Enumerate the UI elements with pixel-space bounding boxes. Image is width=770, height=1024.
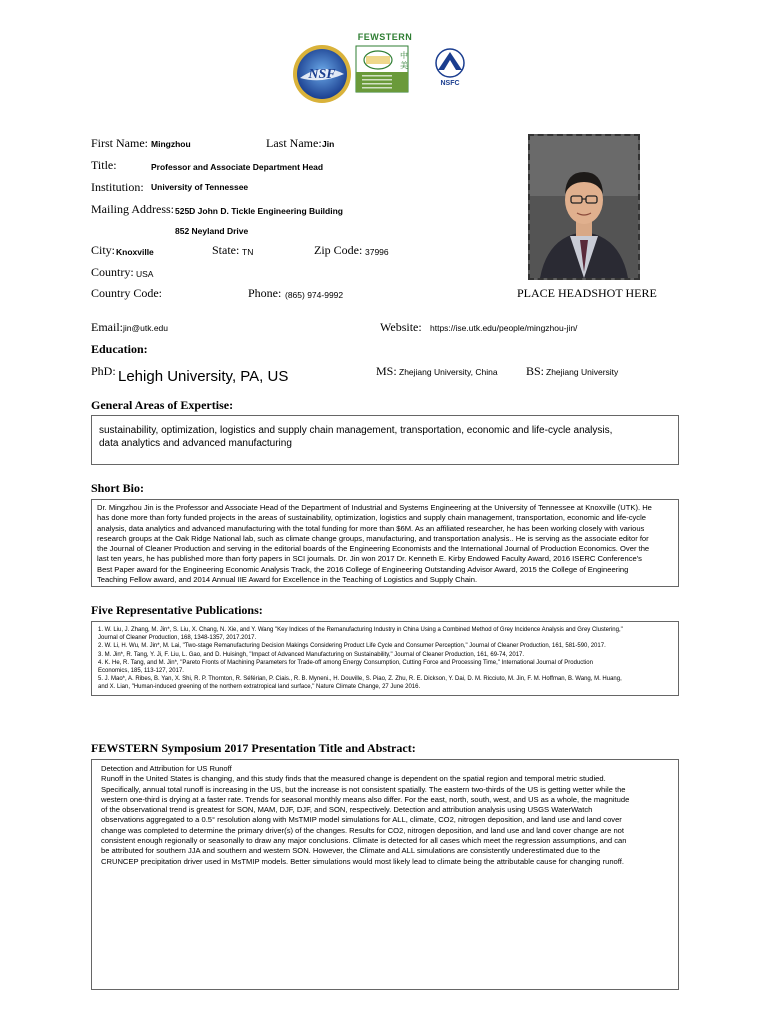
email-label: Email: <box>91 320 123 334</box>
zip-code-label: Zip Code: <box>314 243 363 257</box>
short-bio-field[interactable] <box>91 499 679 587</box>
country-label: Country: <box>91 265 134 279</box>
svg-text:美: 美 <box>400 61 408 70</box>
symposium-abstract-text: Detection and Attribution for US Runoff Runoff in the United States is changing, and this study finds that the measured change is dependent on the spatial region and temporal metric studied. Specifically, annual total runoff is increasing in the US, but the increase is not consistent spatially. The eastern two-thirds of the US is getting wetter while the western one-third is drying at a faster rate. Trends for seasonal monthly means also differ. For the east, north, south, west, and US as a whole, the magnitude of the observational trend is greatest for SON, MAM, DJF, DJF, and SON, respectively. Detection and attribution analysis using USGS WaterWatch observations aggregated to a 0.5° resolution along with MsTMIP model simulations for ALL, climate, CO2, nitrogen deposition, and land use and land cover change was completed to determine the primary driver(s) of the changes. Results for CO2, nitrogen deposition, and land use and land cover change are not consistent enough regionally or seasonally to draw any major conclusions. Climate is detected for all cases which meet the regression assumptions, and can be attributed for southern JJA and southern and western SON. However, the Climate and ALL simulations are consistently underestimated due to the CRUNCEP precipitation driver used in MsTMIP models. Better simulations would most likely lead to climate being the attributable cause for changing runoff. <box>101 764 630 866</box>
short-bio-text: Dr. Mingzhou Jin is the Professor and Associate Head of the Department of Industrial and Systems Engineering at the University of Tennessee at Knoxville (UTK). He has done more than forty funded projects in the areas of sustainability, optimization, logistics and supply chain management, transportation, economic and life-cycle analysis, data analytics and advanced manufacturing with the total funding for more than $6M. As an affiliated researcher, he has been working closely with various research groups at the Oak Ridge National lab, such as climate change groups, manufacturing, and transportation analysis.. He is serving as the associate editor for the Journal of Cleaner Production and serving in the editorial boards of the Engineering Economists and the International Journal of Production Economics. Over the last ten years, he has published more than forty papers in SCI journals. Dr. Jin won 2017 Dr. Kenneth E. Kirby Endowed Faculty Award, 2016 ISERC Conference's Best Paper award for the Engineering Economic Analysis Track, the 2016 College of Engineering Outstanding Advisor Award, 2015 the College of Engineering Teaching Fellow award, and 2014 Annual IIE Award for Excellence in the Teaching of Logistics and Supply Chain. <box>97 503 652 585</box>
bs-field[interactable]: Zhejiang University <box>546 367 619 377</box>
institution-label: Institution: <box>91 180 144 194</box>
publications-text: 1. W. Liu, J. Zhang, M. Jin*, S. Liu, X. Chang, N. Xie, and Y. Wang "Key Indices of the Remanufacturing Industry in China Using a Combined Method of Grey Incidence Analysis and Grey Clustering," Journal of Cleaner Production, 168, 1348-1357, 2017.2017. 2. W. Li, H. Wu, M. Jin*, M. Lai, "Two-stage Remanufacturing Decision Makings Considering Product Life Cycle and Consumer Perception," Journal of Cleaner Production, 161, 581-590, 2017. 3. M. Jin*, R. Tang, Y. Ji, F. Liu, L. Gao, and D. Huisingh, "Impact of Advanced Manufacturing on Sustainability," Journal of Cleaner Production, 161, 69-74, 2017. 4. K. He, R. Tang, and M. Jin*, "Pareto Fronts of Machining Parameters for Trade-off among Energy Consumption, Cutting Force and Processing Time," International Journal of Production Economics, 185, 113-127, 2017. 5. J. Mao*, A. Ribes, B. Yan, X. Shi, R. P. Thornton, R. Séférian, P. Ciais., R. B. Myneni., H. Douville, S. Piao, Z. Zhu, R. E. Dickson, Y. Dai, D. M. Ricciuto, M. Jin, F. M. Hoffman, B. Wang, M. Huang, and X. Lian, "Human-induced greening of the northern extratropical land surface," Nature Climate Change, 27 June 2016. <box>98 627 623 691</box>
phd-field[interactable]: Lehigh University, PA, US <box>118 368 289 385</box>
nsf-logo-text: NSF <box>308 67 336 82</box>
publications-heading: Five Representative Publications: <box>91 603 263 617</box>
title-field[interactable]: Professor and Associate Department Head <box>151 162 324 172</box>
mailing-address-line2-field[interactable]: 852 Neyland Drive <box>175 226 249 236</box>
headshot-photo <box>530 136 638 278</box>
phone-field[interactable]: (865) 974-9992 <box>285 290 344 300</box>
ms-field[interactable]: Zhejiang University, China <box>399 367 498 377</box>
headshot-label: PLACE HEADSHOT HERE <box>517 286 657 300</box>
state-field[interactable]: TN <box>242 247 254 257</box>
ms-label: MS: <box>376 364 397 378</box>
website-field[interactable]: https://ise.utk.edu/people/mingzhou-jin/ <box>430 323 578 333</box>
last-name-field[interactable]: Jin <box>322 139 335 149</box>
first-name-label: First Name: <box>91 136 148 150</box>
fewstern-logo <box>354 32 416 94</box>
symposium-abstract-field[interactable] <box>91 759 679 990</box>
short-bio-heading: Short Bio: <box>91 481 145 495</box>
fewstern-title: FEWSTERN <box>357 32 413 42</box>
institution-field[interactable]: University of Tennessee <box>151 182 249 192</box>
city-field[interactable]: Knoxville <box>116 247 154 257</box>
nsfc-logo-text: NSFC <box>440 80 460 86</box>
title-label: Title: <box>91 158 117 172</box>
publications-field[interactable] <box>91 621 679 696</box>
expertise-text: sustainability, optimization, logistics and supply chain management, transportation, economic and life-cycle analysis, data analytics and advanced manufacturing <box>99 425 613 449</box>
mailing-address-label: Mailing Address: <box>91 202 174 216</box>
headshot-frame[interactable] <box>528 134 640 280</box>
nsfc-logo <box>430 46 470 86</box>
country-field[interactable]: USA <box>136 269 154 279</box>
first-name-field[interactable]: Mingzhou <box>151 139 191 149</box>
nsf-logo <box>292 44 352 104</box>
phone-label: Phone: <box>248 286 282 300</box>
expertise-field[interactable] <box>91 415 679 465</box>
last-name-label: Last Name: <box>266 136 322 150</box>
phd-label: PhD: <box>91 364 116 378</box>
symposium-heading: FEWSTERN Symposium 2017 Presentation Title and Abstract: <box>91 741 416 755</box>
state-label: State: <box>212 243 240 257</box>
education-heading: Education: <box>91 342 148 356</box>
expertise-heading: General Areas of Expertise: <box>91 398 234 412</box>
city-label: City: <box>91 243 116 257</box>
email-field[interactable]: jin@utk.edu <box>123 323 169 333</box>
website-label: Website: <box>380 320 422 334</box>
zip-code-field[interactable]: 37996 <box>365 247 389 257</box>
bs-label: BS: <box>526 364 545 378</box>
mailing-address-line1-field[interactable]: 525D John D. Tickle Engineering Building <box>175 206 343 216</box>
country-code-label: Country Code: <box>91 286 162 300</box>
svg-text:中: 中 <box>400 51 408 60</box>
